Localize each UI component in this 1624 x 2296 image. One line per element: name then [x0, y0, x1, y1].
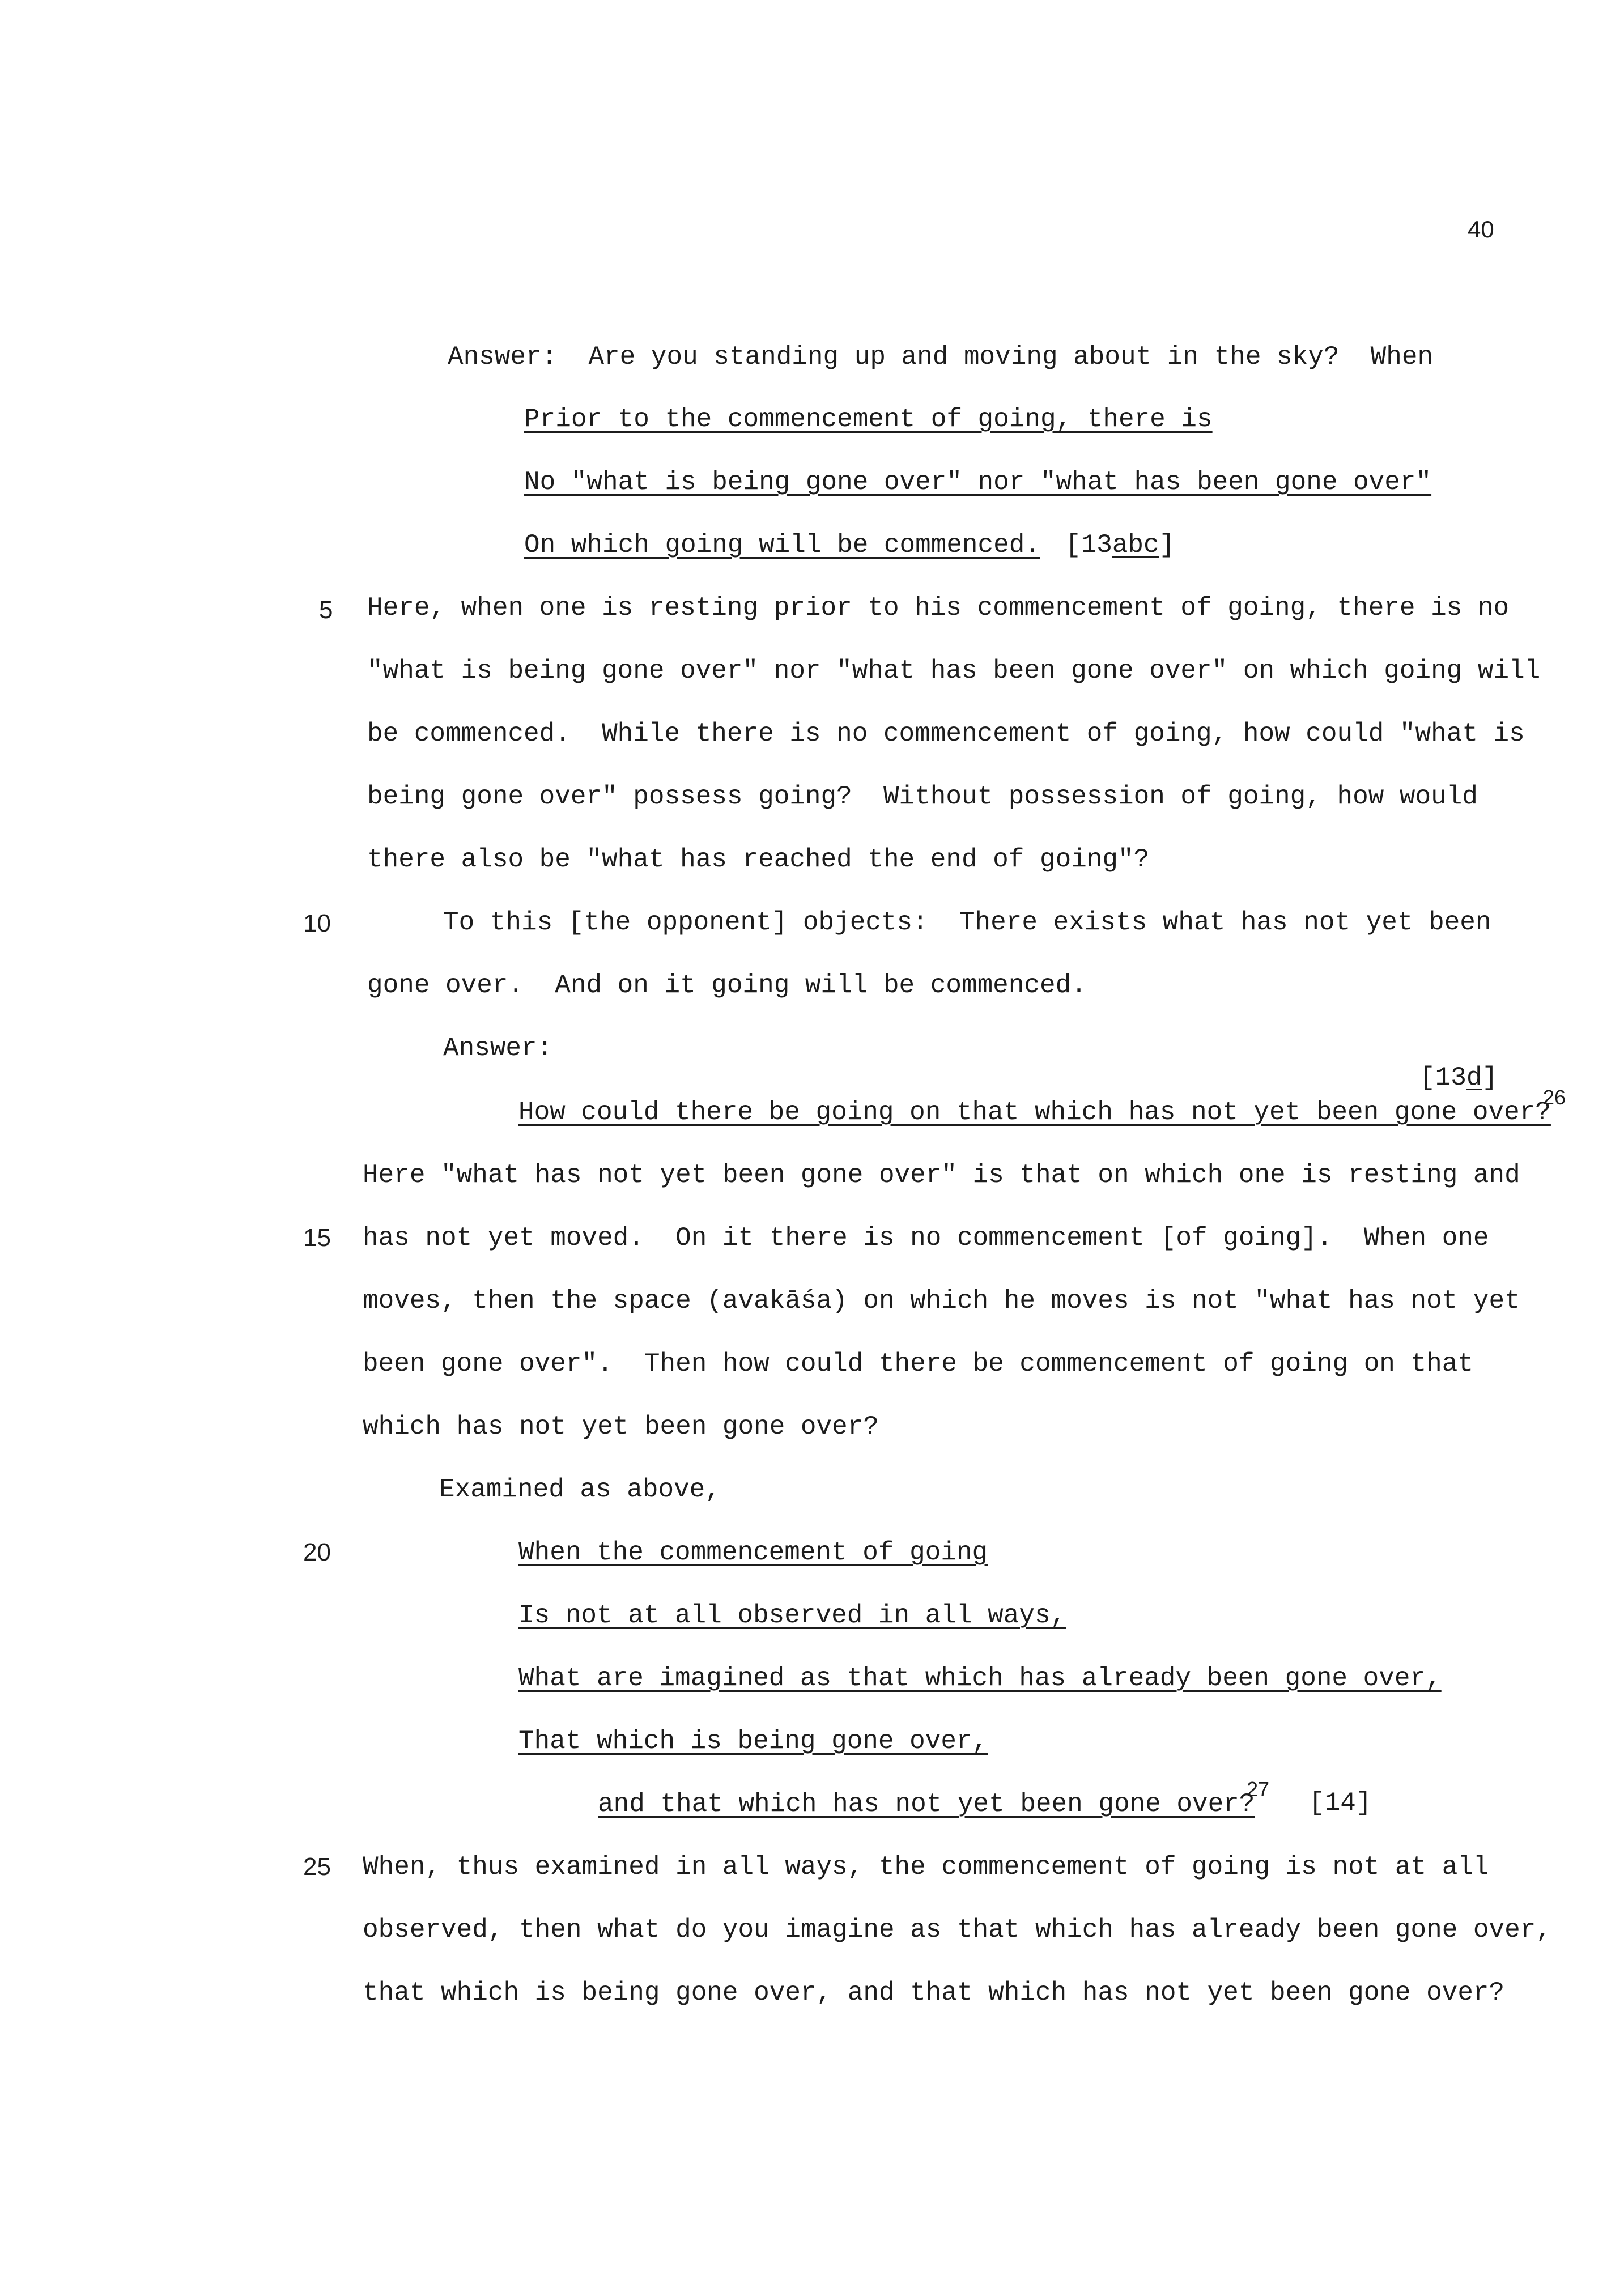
text-line: Examined as above, — [439, 1475, 721, 1504]
verse-reference-13abc: [13abc] — [1065, 530, 1175, 560]
text-line: Answer: Are you standing up and moving about in the sky? When — [448, 342, 1434, 372]
line-number-20: 20 — [303, 1538, 331, 1566]
page-number: 40 — [1468, 216, 1494, 243]
verse-reference-13d: [13d] — [1419, 1063, 1498, 1092]
text-line: observed, then what do you imagine as that which has already been gone over, — [363, 1915, 1551, 1945]
line-number-25: 25 — [303, 1853, 331, 1881]
footnote-marker-26: 26 — [1543, 1086, 1566, 1109]
text-line: To this [the opponent] objects: There exists what has not yet been — [443, 908, 1491, 937]
verse-line: Prior to the commencement of going, there is — [524, 405, 1213, 434]
text-line: Here "what has not yet been gone over" is that on which one is resting and — [363, 1160, 1520, 1190]
verse-line: That which is being gone over, — [518, 1727, 988, 1756]
verse-line: No "what is being gone over" nor "what has been gone over" — [524, 467, 1432, 497]
line-number-5: 5 — [319, 596, 333, 624]
footnote-marker-27: 27 — [1247, 1778, 1270, 1801]
text-line: there also be "what has reached the end of going"? — [367, 845, 1150, 874]
line-number-15: 15 — [303, 1224, 331, 1252]
text-line: Answer: — [443, 1034, 553, 1063]
verse-line: Is not at all observed in all ways, — [518, 1601, 1066, 1630]
text-line: been gone over". Then how could there be commencement of going on that — [363, 1349, 1473, 1379]
text-line: moves, then the space (avakāśa) on which he moves is not "what has not yet — [363, 1286, 1520, 1316]
verse-reference-14: [14] — [1309, 1788, 1372, 1818]
text-line: Here, when one is resting prior to his commencement of going, there is no — [367, 593, 1510, 623]
text-line: gone over. And on it going will be commenced. — [367, 971, 1087, 1000]
text-line: being gone over" possess going? Without possession of going, how would — [367, 782, 1478, 811]
text-line: that which is being gone over, and that which has not yet been gone over? — [363, 1978, 1505, 2008]
text-line: be commenced. While there is no commencement of going, how could "what is — [367, 719, 1525, 749]
verse-line: On which going will be commenced. — [524, 530, 1040, 560]
text-line: "what is being gone over" nor "what has been gone over" on which going will — [367, 656, 1541, 686]
verse-line: What are imagined as that which has already been gone over, — [518, 1664, 1442, 1693]
text-line: which has not yet been gone over? — [363, 1412, 879, 1442]
verse-line: and that which has not yet been gone over? — [598, 1789, 1255, 1819]
text-line: has not yet moved. On it there is no commencement [of going]. When one — [363, 1223, 1489, 1253]
verse-line: How could there be going on that which has not yet been gone over? — [518, 1098, 1551, 1127]
verse-line: When the commencement of going — [518, 1538, 988, 1567]
line-number-10: 10 — [303, 909, 331, 937]
text-line: When, thus examined in all ways, the commencement of going is not at all — [363, 1852, 1489, 1882]
